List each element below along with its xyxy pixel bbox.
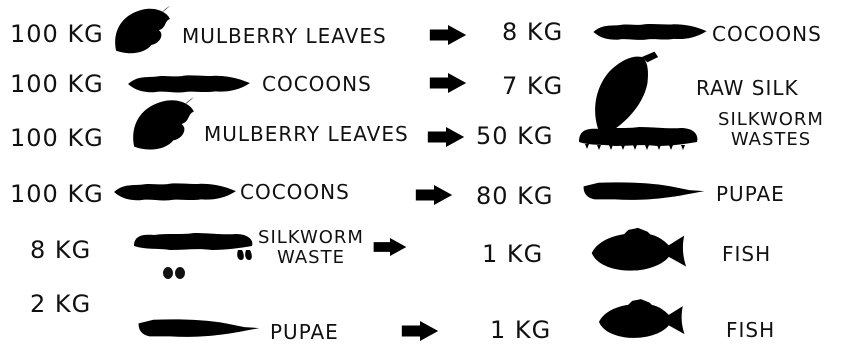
output-quantity: 7 KG — [502, 72, 564, 100]
silkworm-waste-icon — [128, 230, 258, 270]
right-arrow-icon — [414, 184, 454, 206]
right-arrow-icon — [426, 126, 466, 148]
output-quantity: 1 KG — [490, 316, 552, 344]
input-label — [256, 228, 366, 268]
input-label-line1: SILKWORM — [258, 227, 364, 248]
cocoon-icon — [120, 72, 258, 96]
conversion-row — [0, 222, 860, 274]
right-arrow-icon — [372, 236, 408, 258]
input-label: COCOONS — [240, 180, 350, 204]
droplets-icon — [162, 266, 188, 280]
conversion-row — [0, 110, 860, 162]
output-label: FISH — [722, 242, 772, 266]
input-label: MULBERRY LEAVES — [204, 122, 409, 146]
output-quantity: 8 KG — [502, 18, 564, 46]
output-label: COCOONS — [712, 22, 822, 46]
right-arrow-icon — [428, 72, 468, 94]
conversion-row — [0, 282, 860, 344]
silkworm-waste-icon — [568, 124, 708, 152]
input-label: PUPAE — [270, 320, 339, 344]
output-label-line2: WASTES — [730, 129, 812, 150]
output-label: FISH — [726, 318, 776, 342]
cocoon-icon — [590, 20, 710, 44]
output-label: PUPAE — [716, 182, 785, 206]
output-quantity: 80 KG — [476, 182, 554, 210]
leaf-icon — [128, 96, 200, 156]
input-quantity: 100 KG — [10, 180, 104, 208]
pupae-icon — [578, 178, 708, 206]
input-label-line2: WASTE — [277, 247, 345, 268]
conversion-row — [0, 162, 860, 214]
output-label: RAW SILK — [696, 76, 799, 100]
right-arrow-icon — [400, 320, 440, 342]
output-label — [706, 110, 836, 150]
leaf-icon — [110, 6, 176, 58]
right-arrow-icon — [428, 24, 468, 46]
conversion-row — [0, 6, 860, 58]
input-quantity: 2 KG — [30, 290, 92, 318]
output-quantity: 50 KG — [476, 122, 554, 150]
fish-icon — [592, 296, 688, 346]
pupae-icon — [128, 316, 268, 342]
input-quantity: 100 KG — [10, 20, 104, 48]
input-label: MULBERRY LEAVES — [182, 24, 387, 48]
input-quantity: 100 KG — [10, 70, 104, 98]
input-quantity: 100 KG — [10, 124, 104, 152]
output-label-line1: SILKWORM — [718, 109, 824, 130]
output-quantity: 1 KG — [482, 240, 544, 268]
fish-icon — [582, 226, 692, 278]
cocoon-icon — [110, 180, 240, 204]
input-quantity: 8 KG — [30, 236, 92, 264]
input-label: COCOONS — [262, 72, 372, 96]
